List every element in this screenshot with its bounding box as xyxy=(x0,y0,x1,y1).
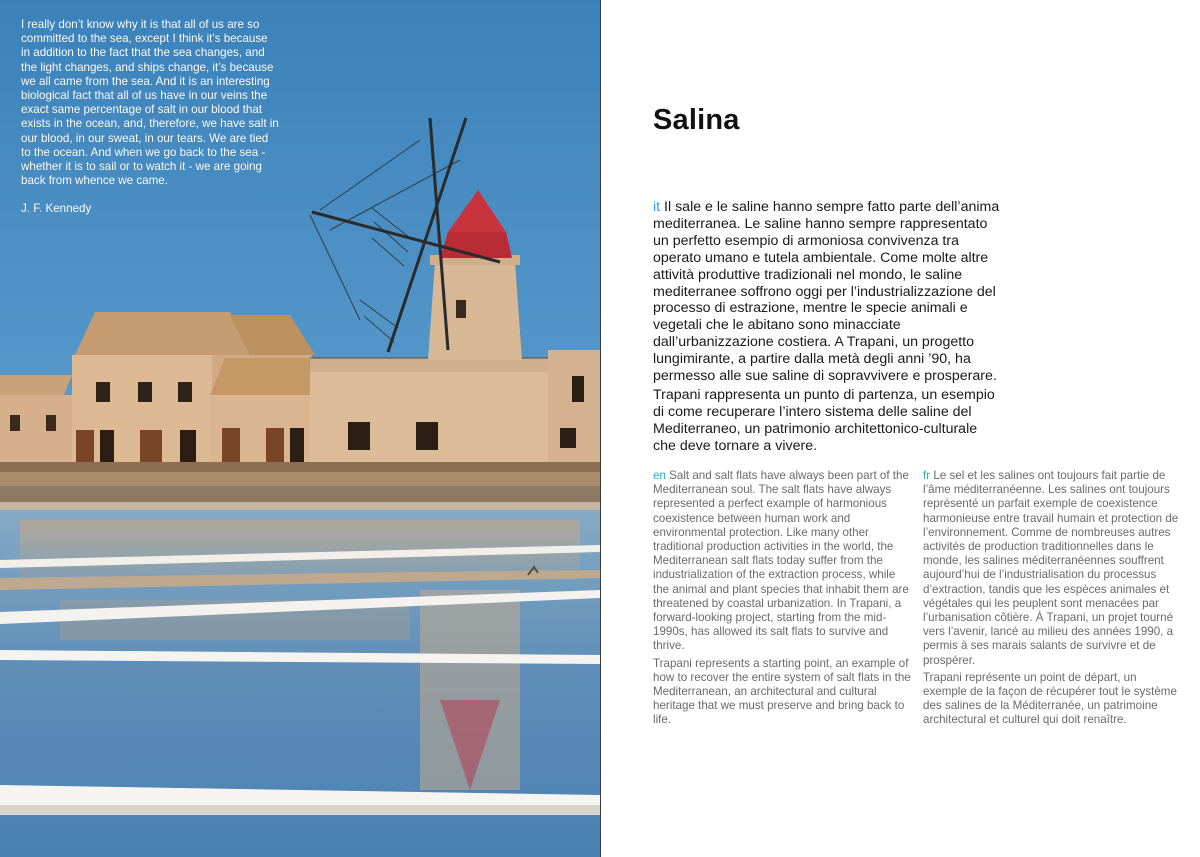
italian-paragraph-1 xyxy=(653,199,1003,385)
english-paragraph-1 xyxy=(653,469,911,654)
italian-p1-text: Il sale e le saline hanno sempre fatto parte dell’anima mediterranea. Le saline hanno sempre rappresentato un perfetto esempio di armoniosa convivenza tra operato umano e tutela ambientale. Come molte altre attività produttive tradizionali nel mondo, le saline mediterranee soffrono oggi per l’industrializzazione del processo di estrazione, mentre le specie animali e vegetali che le abitano sono minacciate dall’urbanizzazione costiera. A Trapani, un progetto lungimirante, a partire dalla metà degli anni ’90, ha permesso alle sue saline di sopravvivere e prosperare. xyxy=(653,199,1000,385)
italian-text xyxy=(653,199,1003,455)
italian-paragraph-2: Trapani rappresenta un punto di partenza, un esempio di come recuperare l’intero sistema delle saline del Mediterraneo, un patrimonio architettonico-culturale che deve tornare a vivere. xyxy=(653,386,995,454)
page-title: Salina xyxy=(653,104,740,136)
english-paragraph-2: Trapani represents a starting point, an example of how to recover the entire system of salt flats in the Mediterranean, an architectural and cultural heritage that we must preserve and bring back to life. xyxy=(653,656,911,727)
french-paragraph-1 xyxy=(923,469,1181,668)
language-tag-it: it xyxy=(653,199,661,215)
text-page xyxy=(601,0,1200,857)
english-p1-text: Salt and salt flats have always been part of the Mediterranean soul. The salt flats have always represented a perfect example of harmonious coexistence between human work and environmental protection. Like many other traditional production activities in the world, the Mediterranean salt flats today suffer from the industrialization of the extraction process, while the animal and plant species that inhabit them are threatened by coastal urbanization. In Trapani, a forward-looking project, starting from the mid-1990s, has allowed its salt flats to survive and thrive. xyxy=(653,469,909,653)
french-p1-text: Le sel et les salines ont toujours fait partie de l’âme méditerranéenne. Les salines ont toujours représenté un parfait exemple de coexistence harmonieuse entre travail humain et protection de l’environnement. Comme de nombreuses autres activités de production traditionnelles dans le monde, les salines méditerranéennes souffrent aujourd’hui de l’industrialisation du processus d’extraction, tandis que les espèces animales et végétales qui les peuplent sont menacées par l’urbanisation côtière. À Trapani, un projet tourné vers l’avenir, lancé au milieu des années 1990, a permis à ses marais salants de survivre et de prospérer. xyxy=(923,469,1179,667)
language-tag-en: en xyxy=(653,469,666,482)
language-tag-fr: fr xyxy=(923,469,931,482)
french-paragraph-2: Trapani représente un point de départ, un exemple de la façon de récupérer tout le système des salines de la Méditerranée, un patrimoine architectural et culturel qui doit renaître. xyxy=(923,670,1177,727)
quote-author: J. F. Kennedy xyxy=(21,202,92,216)
kennedy-quote xyxy=(21,18,279,217)
french-column xyxy=(923,469,1181,728)
english-column xyxy=(653,469,911,728)
quote-text: I really don’t know why it is that all of us are so committed to the sea, except I think it’s because in addition to the fact that the sea changes, and the light changes, and ships change, it’s because we all came from the sea. And it is an interesting biological fact that all of us have in our veins the exact same percentage of salt in our blood that exists in the ocean, and, therefore, we have salt in our blood, in our sweat, in our tears. We are tied to the ocean. And when we go back to the sea - whether it is to sail or to watch it - we are going back from whence we came. xyxy=(21,18,279,188)
